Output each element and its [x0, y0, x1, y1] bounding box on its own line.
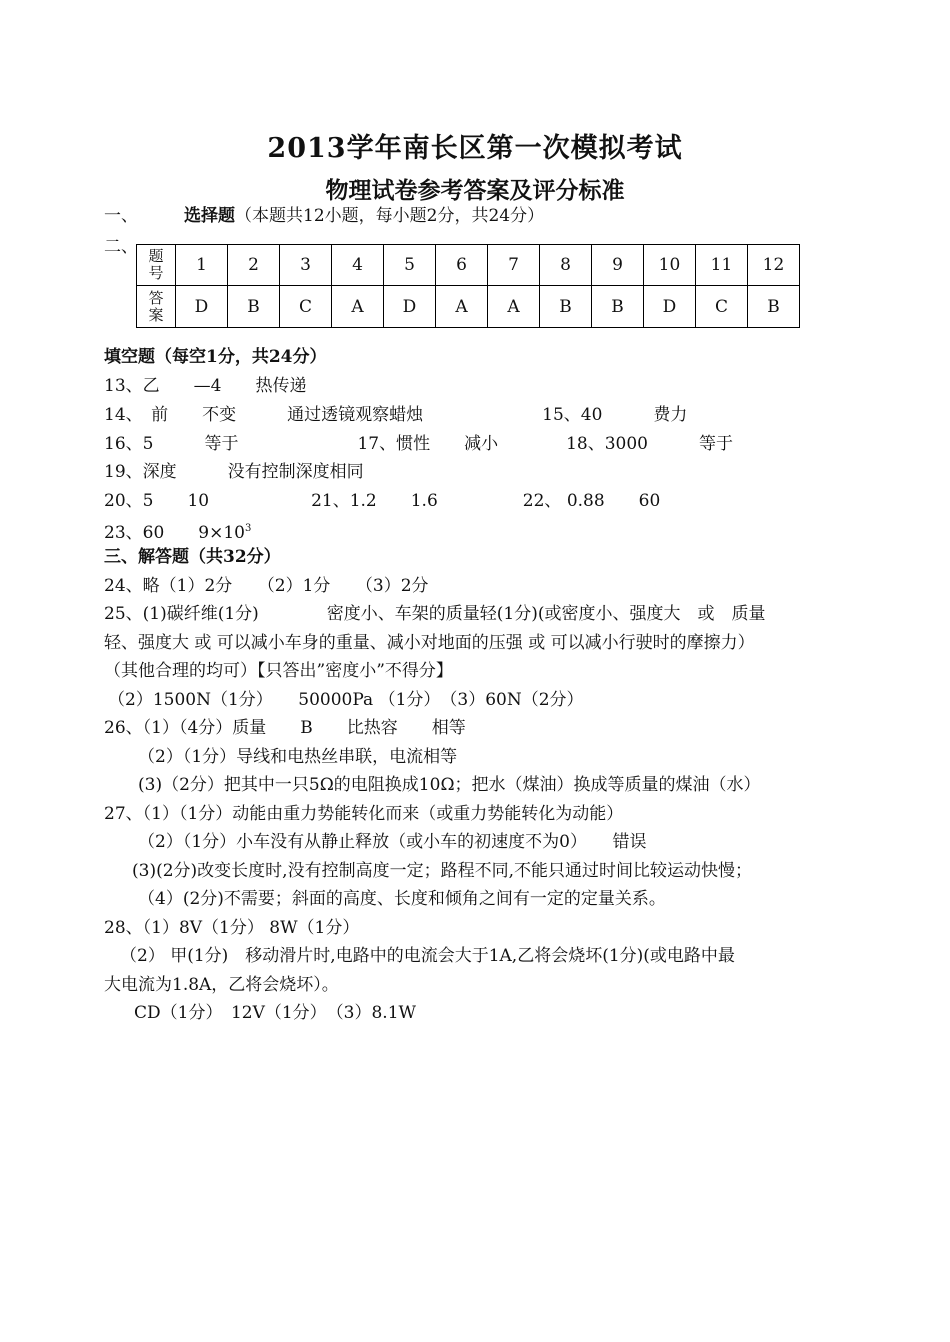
section-1-number: 一、: [104, 206, 138, 226]
section-1-title: 选择题: [184, 206, 235, 226]
page-subtitle: 物理试卷参考答案及评分标准: [325, 177, 625, 204]
answer-line-25c: （其他合理的均可）【只答出”密度小”不得分】: [104, 661, 453, 681]
answer-cell: B: [228, 286, 280, 328]
answer-line-13: 13、乙 —4 热传递: [104, 376, 307, 396]
answer-line-16: 16、5 等于 17、惯性 减小 18、3000 等于: [104, 434, 733, 454]
question-number-cell: 1: [176, 245, 228, 286]
answer-line-28a: 28、（1）8V（1分） 8W（1分）: [104, 918, 360, 938]
answer-line-28b: （2） 甲(1分) 移动滑片时,电路中的电流会大于1A,乙将会烧坏(1分)(或电路中最: [120, 946, 735, 966]
answer-line-23: 23、60 $9\times 10^3$: [104, 523, 252, 543]
answer-table: [136, 244, 800, 328]
answer-cell: C: [696, 286, 748, 328]
question-number-cell: 7: [488, 245, 540, 286]
page-title: 2013学年南长区第一次模拟考试: [267, 133, 683, 164]
answer-cell: D: [384, 286, 436, 328]
answer-line-26b: （2）（1分）导线和电热丝串联，电流相等: [138, 747, 458, 767]
answer-cell: C: [280, 286, 332, 328]
fill-section-title: 填空题（每空1分，共24分）: [104, 347, 327, 367]
answer-cell: B: [540, 286, 592, 328]
question-number-cell: 2: [228, 245, 280, 286]
question-number-cell: 11: [696, 245, 748, 286]
answer-cell: A: [436, 286, 488, 328]
answer-cell: B: [592, 286, 644, 328]
answer-cell: B: [748, 286, 800, 328]
solve-section-title: 三、解答题（共32分）: [104, 547, 281, 567]
answer-line-25b: 轻、强度大 或 可以减小车身的重量、减小对地面的压强 或 可以减小行驶时的摩擦力）: [104, 633, 755, 653]
answer-line-27a: 27、（1）（1分）动能由重力势能转化而来（或重力势能转化为动能）: [104, 804, 624, 824]
question-number-cell: 3: [280, 245, 332, 286]
section-2-number: 二、: [104, 237, 138, 257]
question-number-header: 题 号: [137, 245, 176, 286]
answer-line-14: 14、 前 不变 通过透镜观察蜡烛 15、40 费力: [104, 405, 688, 425]
answer-cell: D: [176, 286, 228, 328]
question-number-row: [137, 245, 800, 286]
section-1-heading: [104, 205, 544, 227]
answer-row: [137, 286, 800, 328]
question-number-cell: 10: [644, 245, 696, 286]
exponent: 3: [244, 523, 252, 534]
answer-line-25a: 25、(1)碳纤维(1分) 密度小、车架的质量轻(1分)(或密度小、强度大 或 质量: [104, 604, 766, 624]
answer-cell: A: [488, 286, 540, 328]
answer-line-26a: 26、（1）（4分）质量 B 比热容 相等: [104, 718, 466, 738]
answer-line-25d: （2）1500N（1分） 50000Pa （1分） （3）60N（2分）: [108, 690, 584, 710]
answer-header: 答 案: [137, 286, 176, 328]
answer-line-24: 24、略（1）2分 （2）1分 （3）2分: [104, 576, 429, 596]
answer-line-27b: （2）（1分）小车没有从静止释放（或小车的初速度不为0） 错误: [138, 832, 647, 852]
answer-line-28c: 大电流为1.8A，乙将会烧坏）。: [104, 975, 339, 995]
answer-line-27c: (3)(2分)改变长度时,没有控制高度一定；路程不同,不能只通过时间比较运动快慢；: [132, 861, 752, 881]
question-number-cell: 8: [540, 245, 592, 286]
answer-line-28d: CD（1分） 12V（1分） （3）8.1W: [134, 1003, 417, 1023]
answer-line-20: 20、5 10 21、1.2 1.6 22、 0.88 60: [104, 491, 661, 511]
answer-line-26c: (3)（2分）把其中一只5Ω的电阻换成10Ω；把水（煤油）换成等质量的煤油（水）: [138, 775, 761, 795]
question-number-cell: 4: [332, 245, 384, 286]
answer-line-27d: （4）(2分)不需要；斜面的高度、长度和倾角之间有一定的定量关系。: [138, 889, 666, 909]
question-number-cell: 6: [436, 245, 488, 286]
answer-cell: A: [332, 286, 384, 328]
answer-cell: D: [644, 286, 696, 328]
answer-line-19: 19、深度 没有控制深度相同: [104, 462, 364, 482]
question-number-cell: 9: [592, 245, 644, 286]
section-1-note: （本题共12小题，每小题2分，共24分）: [235, 206, 545, 226]
question-number-cell: 5: [384, 245, 436, 286]
question-number-cell: 12: [748, 245, 800, 286]
